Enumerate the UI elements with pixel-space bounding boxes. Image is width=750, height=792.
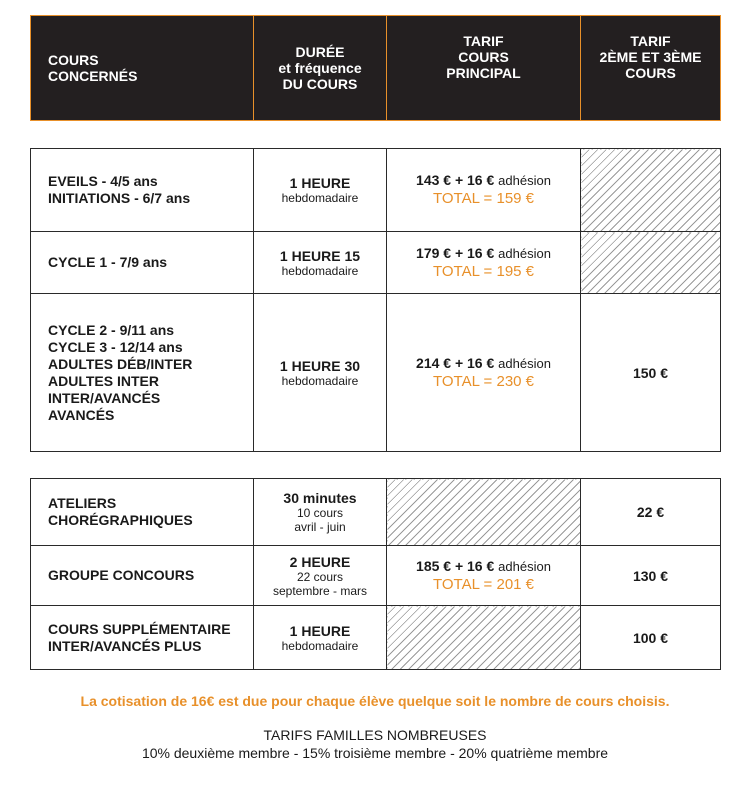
not-applicable-cell: [387, 479, 581, 546]
not-applicable-cell: [387, 606, 581, 670]
not-applicable-cell: [581, 149, 721, 232]
header-cours-concernes: COURS CONCERNÉS: [31, 16, 254, 121]
course-name: GROUPE CONCOURS: [31, 546, 254, 606]
course-price: 143 € + 16 € adhésion TOTAL = 159 €: [387, 149, 581, 232]
course-name: CYCLE 2 - 9/11 ans CYCLE 3 - 12/14 ans ADULTES DÉB/INTER ADULTES INTER INTER/AVANCÉS AVANCÉS: [31, 294, 254, 452]
familles-title: TARIFS FAMILLES NOMBREUSES: [263, 727, 487, 743]
tarifs-table-ateliers: [30, 478, 721, 670]
header-tarif-secondaire: TARIF 2ÈME ET 3ÈME COURS: [581, 16, 721, 121]
course-name: EVEILS - 4/5 ans INITIATIONS - 6/7 ans: [31, 149, 254, 232]
header-tarif-principal: TARIF COURS PRINCIPAL: [387, 16, 581, 121]
course-duration: 30 minutes 10 cours avril - juin: [254, 479, 387, 546]
course-duration: 2 HEURE 22 cours septembre - mars: [254, 546, 387, 606]
course-name: COURS SUPPLÉMENTAIRE INTER/AVANCÉS PLUS: [31, 606, 254, 670]
course-total: TOTAL = 230 €: [432, 372, 535, 390]
table-row: [31, 546, 721, 606]
course-price: 179 € + 16 € adhésion TOTAL = 195 €: [387, 232, 581, 294]
course-total: TOTAL = 195 €: [432, 262, 535, 280]
course-duration: 1 HEURE hebdomadaire: [254, 606, 387, 670]
course-price: 214 € + 16 € adhésion TOTAL = 230 €: [387, 294, 581, 452]
secondary-price: 22 €: [581, 479, 721, 546]
table-row: [31, 606, 721, 670]
cotisation-note: La cotisation de 16€ est due pour chaque élève quelque soit le nombre de cours choisis.: [80, 693, 670, 709]
secondary-price: 150 €: [581, 294, 721, 452]
table-row: [31, 232, 721, 294]
course-duration: 1 HEURE 15 hebdomadaire: [254, 232, 387, 294]
course-name: CYCLE 1 - 7/9 ans: [31, 232, 254, 294]
table-row: [31, 479, 721, 546]
table-row: [31, 149, 721, 232]
secondary-price: 100 €: [581, 606, 721, 670]
secondary-price: 130 €: [581, 546, 721, 606]
table-row: [31, 294, 721, 452]
course-price: 185 € + 16 € adhésion TOTAL = 201 €: [387, 546, 581, 606]
header-row: [31, 16, 721, 121]
course-total: TOTAL = 159 €: [432, 190, 535, 207]
tarifs-table-cours-reguliers: [30, 148, 721, 452]
header-table: [30, 15, 721, 121]
course-total: TOTAL = 201 €: [432, 575, 535, 593]
course-duration: 1 HEURE hebdomadaire: [254, 149, 387, 232]
header-duree: DURÉE et fréquence DU COURS: [254, 16, 387, 121]
familles-detail: 10% deuxième membre - 15% troisième membre - 20% quatrième membre: [141, 745, 609, 761]
course-duration: 1 HEURE 30 hebdomadaire: [254, 294, 387, 452]
not-applicable-cell: [581, 232, 721, 294]
course-name: ATELIERS CHORÉGRAPHIQUES: [31, 479, 254, 546]
